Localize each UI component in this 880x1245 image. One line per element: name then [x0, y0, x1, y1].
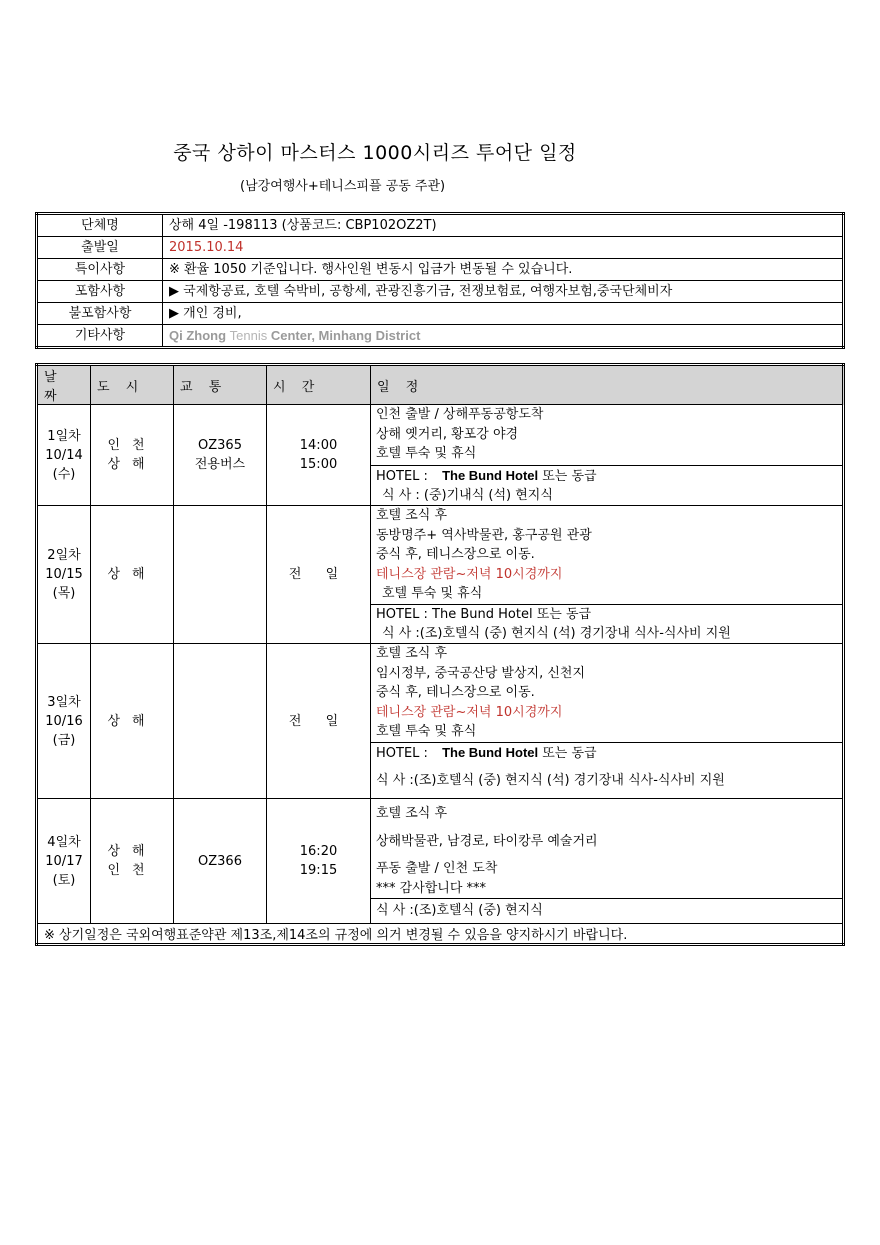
- header-transport: 교 통: [174, 365, 267, 405]
- day2-hotel: HOTEL : The Bund Hotel 또는 동급: [371, 604, 842, 624]
- etc-part1: Qi Zhong: [169, 328, 227, 343]
- itinerary-header: [37, 365, 844, 405]
- day1-hotel: HOTEL : The Bund Hotel 또는 동급: [371, 465, 842, 486]
- day4-city2: 인천: [107, 863, 157, 878]
- day4-plan-cell: [371, 799, 844, 924]
- day2-date: 10/15: [45, 567, 83, 582]
- header-time: 시 간: [267, 365, 371, 405]
- day1-time1: 14:00: [299, 438, 338, 453]
- info-row-depart: [37, 237, 844, 259]
- day4-plan-line: 호텔 조식 후: [376, 806, 448, 821]
- day3-plan-line: 호텔 투숙 및 휴식: [376, 724, 477, 739]
- day1-time2: 15:00: [299, 457, 338, 472]
- header-city: 도 시: [91, 365, 174, 405]
- day1-label: 1일차: [47, 428, 81, 444]
- etc-part2: Tennis: [229, 328, 268, 343]
- day4-transport-cell: OZ366: [174, 799, 267, 924]
- day4-label: 4일차: [47, 834, 81, 850]
- day1-weekday: (수): [52, 466, 76, 482]
- day2-weekday: (목): [52, 586, 76, 601]
- day4-date: 10/17: [45, 853, 83, 869]
- depart-label: 출발일: [37, 237, 163, 259]
- etc-value: [163, 325, 844, 348]
- day4-time-cell: [267, 799, 371, 924]
- day1-date-cell: [37, 405, 91, 506]
- info-row-included: [37, 281, 844, 303]
- day3-weekday: (금): [52, 732, 76, 748]
- page-subtitle: (남강여행사+테니스피플 공동 주관): [240, 179, 446, 194]
- day2-plan-cell: [371, 506, 844, 644]
- day4-plan-line: 푸동 출발 / 인천 도착: [376, 861, 498, 876]
- day2-plan-line: 호텔 조식 후: [376, 508, 448, 523]
- etc-label: 기타사항: [37, 325, 163, 348]
- day1-plan-line: 인천 출발 / 상해푸동공항도착: [376, 407, 544, 422]
- day4-time2: 19:15: [299, 863, 338, 878]
- day2-plan-line: 테니스장 관람~저녁 10시경까지: [376, 566, 563, 582]
- day1-time-cell: [267, 405, 371, 506]
- table-row: [37, 799, 844, 924]
- day3-label: 3일차: [47, 694, 81, 710]
- day2-city-cell: 상해: [91, 506, 174, 644]
- note-value: ※ 환율 1050 기준입니다. 행사인원 변동시 입금가 변동될 수 있습니다.: [163, 259, 844, 281]
- itinerary-footer-row: [37, 924, 844, 945]
- day2-transport-cell: [174, 506, 267, 644]
- header-plan: 일 정: [371, 365, 844, 405]
- itinerary-footer-note: ※ 상기일정은 국외여행표준약관 제13조,제14조의 규정에 의거 변경될 수 있음을 양지하시기 바랍니다.: [37, 924, 844, 945]
- group-label: 단체명: [37, 214, 163, 237]
- depart-value: 2015.10.14: [163, 237, 844, 259]
- excluded-value: ▶ 개인 경비,: [163, 303, 844, 325]
- excluded-label: 불포함사항: [37, 303, 163, 325]
- tour-info-table: [35, 212, 845, 349]
- day2-plan-line: 호텔 투숙 및 휴식: [382, 586, 483, 601]
- day3-plan-line: 테니스장 관람~저녁 10시경까지: [376, 704, 563, 720]
- day2-meal: 식 사 :(조)호텔식 (중) 현지식 (석) 경기장내 식사-식사비 지원: [382, 625, 731, 641]
- table-row: [37, 644, 844, 799]
- day4-plan-line: *** 감사합니다 ***: [376, 880, 487, 896]
- day4-city-cell: [91, 799, 174, 924]
- day1-flight: OZ365: [198, 438, 242, 453]
- day1-city-cell: [91, 405, 174, 506]
- day4-city1: 상해: [107, 844, 157, 859]
- day3-transport-cell: [174, 644, 267, 799]
- itinerary-table: [35, 363, 845, 946]
- header-date: 날 짜: [37, 365, 91, 405]
- info-row-group: [37, 214, 844, 237]
- day2-time-cell: 전 일: [267, 506, 371, 644]
- day2-date-cell: [37, 506, 91, 644]
- day3-date: 10/16: [45, 713, 83, 729]
- info-row-note: [37, 259, 844, 281]
- day4-weekday: (토): [52, 872, 76, 888]
- day2-plan-line: 중식 후, 테니스장으로 이동.: [376, 547, 535, 562]
- day1-transport-cell: [174, 405, 267, 506]
- info-row-etc: [37, 325, 844, 348]
- day4-meal: 식 사 :(조)호텔식 (중) 현지식: [371, 898, 842, 920]
- included-value: ▶ 국제항공료, 호텔 숙박비, 공항세, 관광진흥기금, 전쟁보험료, 여행자보험,중국단체비자: [163, 281, 844, 303]
- day1-plan-cell: [371, 405, 844, 506]
- day1-meal: 식 사 : (중)기내식 (석) 현지식: [382, 487, 553, 503]
- etc-part3: Center, Minhang District: [270, 328, 421, 343]
- day3-time-cell: 전 일: [267, 644, 371, 799]
- day3-plan-line: 임시정부, 중국공산당 발상지, 신천지: [376, 665, 586, 681]
- day3-plan-line: 호텔 조식 후: [376, 646, 448, 661]
- group-value: 상해 4일 -198113 (상품코드: CBP102OZ2T): [163, 214, 844, 237]
- day1-bus: 전용버스: [194, 457, 246, 472]
- day3-plan-cell: [371, 644, 844, 799]
- day3-meal: 식 사 :(조)호텔식 (중) 현지식 (석) 경기장내 식사-식사비 지원: [376, 772, 725, 788]
- table-row: [37, 405, 844, 506]
- included-label: 포함사항: [37, 281, 163, 303]
- note-label: 특이사항: [37, 259, 163, 281]
- day4-date-cell: [37, 799, 91, 924]
- day1-city2: 상해: [107, 457, 157, 472]
- day1-plan-line: 호텔 투숙 및 휴식: [376, 446, 477, 461]
- page-title: 중국 상하이 마스터스 1000시리즈 투어단 일정: [173, 142, 577, 164]
- day1-city1: 인천: [107, 438, 157, 453]
- day3-city-cell: 상해: [91, 644, 174, 799]
- day3-plan-line: 중식 후, 테니스장으로 이동.: [376, 685, 535, 700]
- day1-plan-line: 상해 옛거리, 황포강 야경: [376, 426, 519, 442]
- day4-time1: 16:20: [299, 844, 338, 859]
- day3-date-cell: [37, 644, 91, 799]
- day2-plan-line: 동방명주+ 역사박물관, 홍구공원 관광: [376, 527, 592, 543]
- day4-plan-line: 상해박물관, 남경로, 타이캉루 예술거리: [376, 833, 598, 849]
- day2-label: 2일차: [47, 548, 81, 563]
- day1-date: 10/14: [45, 447, 83, 463]
- table-row: [37, 506, 844, 644]
- day3-hotel: HOTEL : The Bund Hotel 또는 동급: [371, 742, 842, 763]
- info-row-excluded: [37, 303, 844, 325]
